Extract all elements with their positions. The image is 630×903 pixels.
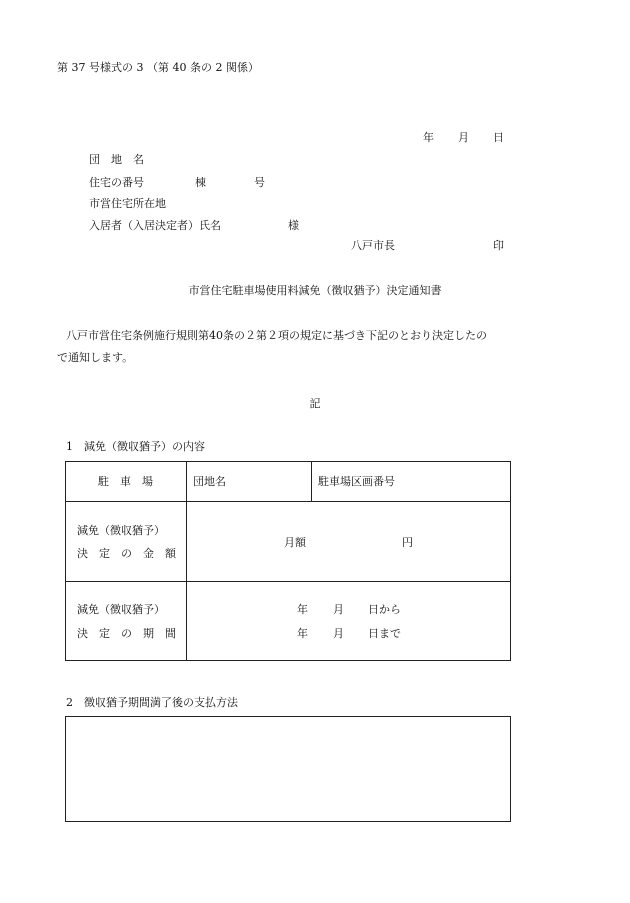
period-label-line1: 減免（徴収猶予） xyxy=(77,603,165,616)
date-month-label: 月 xyxy=(458,131,469,144)
from-day-label: 日から xyxy=(368,603,401,616)
section2-heading: 2 徴収猶予期間満了後の支払方法 xyxy=(66,696,238,709)
tenant-name-label: 入居者（入居決定者）氏名 xyxy=(89,219,221,232)
form-number: 第 37 号様式の 3 （第 40 条の 2 関係） xyxy=(57,61,259,74)
honorific-label: 様 xyxy=(288,219,299,232)
from-month-label: 月 xyxy=(333,603,344,616)
date-year-label: 年 xyxy=(423,131,434,144)
to-year-label: 年 xyxy=(297,627,308,640)
to-day-label: 日まで xyxy=(368,627,401,640)
mayor-label: 八戸市長 xyxy=(351,239,395,252)
payment-method-box xyxy=(65,716,511,822)
document-title: 市営住宅駐車場使用料減免（徴収猶予）決定通知書 xyxy=(188,284,442,297)
body-line-1: 八戸市営住宅条例施行規則第40条の２第２項の規定に基づき下記のとおり決定したの xyxy=(66,329,487,342)
unit-label: 号 xyxy=(254,176,265,189)
location-label: 市営住宅所在地 xyxy=(89,197,166,210)
amount-label-line1: 減免（徴収猶予） xyxy=(77,524,165,537)
table-row-divider xyxy=(65,581,511,582)
seal-mark: 印 xyxy=(493,239,504,252)
period-label-line2: 決 定 の 期 間 xyxy=(77,627,176,640)
complex-column-label: 団地名 xyxy=(193,475,226,488)
ki-marker: 記 xyxy=(309,397,321,410)
housing-number-label: 住宅の番号 xyxy=(89,176,144,189)
building-label: 棟 xyxy=(195,176,206,189)
yen-label: 円 xyxy=(402,536,413,549)
from-year-label: 年 xyxy=(297,603,308,616)
table-column-divider xyxy=(186,461,187,661)
monthly-label: 月額 xyxy=(284,536,306,549)
date-day-label: 日 xyxy=(493,131,504,144)
table-column-divider xyxy=(311,461,312,501)
to-month-label: 月 xyxy=(333,627,344,640)
parking-label: 駐 車 場 xyxy=(98,475,153,488)
complex-name-label: 団 地 名 xyxy=(89,153,144,166)
amount-label-line2: 決 定 の 金 額 xyxy=(77,547,176,560)
table-row-divider xyxy=(65,501,511,502)
lot-number-column-label: 駐車場区画番号 xyxy=(318,475,395,488)
body-line-2: で通知します。 xyxy=(57,351,134,364)
section1-heading: 1 減免（徴収猶予）の内容 xyxy=(66,440,205,453)
